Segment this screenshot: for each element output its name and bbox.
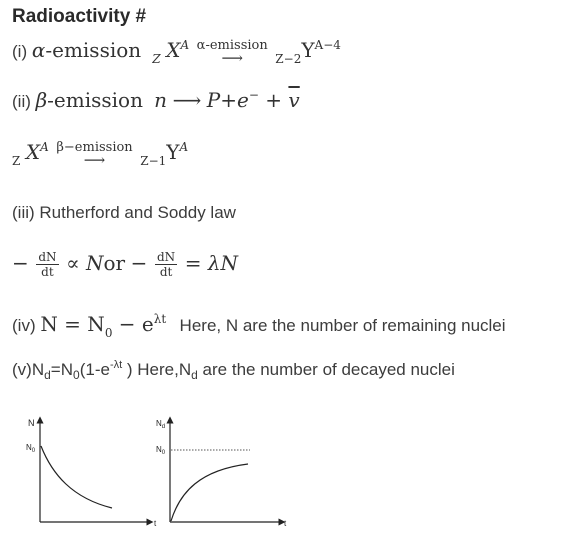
remaining-nuclei-graph [26, 418, 157, 528]
proton-symbol: P [206, 88, 221, 112]
electron-charge: − [248, 88, 259, 102]
fraction-dn-dt [36, 250, 58, 279]
neutron-symbol: n [154, 88, 167, 112]
alpha-parent-a: A [180, 38, 190, 52]
n-symbol: N [220, 250, 239, 275]
n0-n: N [26, 443, 32, 452]
law4-label: (iv) [12, 316, 41, 335]
beta-word: -emission [47, 88, 143, 112]
law5-sub-d: d [44, 368, 51, 382]
law4-exponent: λt [153, 312, 167, 326]
antineutrino-symbol: $\overline{v}$ [288, 88, 300, 112]
n0-label [156, 445, 166, 456]
arrow-icon: ⟶ [172, 88, 202, 112]
decay-curve [41, 446, 112, 508]
rate-law-equation [12, 250, 238, 279]
page-title: Radioactivity # [12, 6, 147, 27]
lambda-symbol: λ [207, 250, 221, 275]
equals-sign: = [184, 250, 208, 275]
alpha-arrow-label: α-emission [196, 38, 268, 54]
law4-description: Here, N are the number of remaining nuclei [179, 316, 506, 335]
growth-curve [171, 464, 248, 521]
arrow-icon: ⟶ [221, 49, 243, 68]
arrow-icon: ⟶ [83, 151, 106, 170]
y-axis-label: N [28, 418, 35, 428]
fraction-numerator: dN [38, 250, 57, 264]
nd-sub: d [161, 424, 166, 430]
n0-sub: 0 [161, 450, 166, 456]
remaining-nuclei-line [12, 312, 506, 340]
n-symbol: N [85, 250, 104, 275]
law5-sub-0: 0 [73, 368, 80, 382]
fraction-denominator: dt [159, 265, 173, 279]
n0-sub: 0 [31, 448, 36, 454]
fraction-dn-dt [155, 250, 177, 279]
proportional-sign: ∝ [66, 250, 86, 275]
beta-parent-a: A [40, 140, 49, 154]
fraction-numerator: dN [156, 250, 176, 264]
alpha-emission-line [12, 38, 341, 68]
law5-prefix: (v)N [12, 360, 45, 379]
plus-sign: + [220, 88, 238, 112]
law5-open: (1-e [79, 360, 110, 379]
law5-exponent: -λt [109, 359, 123, 371]
minus-sign: − [12, 250, 29, 275]
beta-arrow [56, 140, 133, 170]
n0-label [26, 443, 36, 454]
alpha-parent-z: Z [152, 52, 161, 66]
law5-eq: =N [50, 360, 74, 379]
decay-graphs [20, 412, 300, 542]
beta-decay-equation [12, 140, 189, 170]
beta-daughter-z: Z−1 [140, 154, 167, 168]
beta-symbol: β [35, 88, 48, 112]
beta-label: (ii) [12, 92, 36, 111]
alpha-daughter-a: A−4 [314, 38, 341, 52]
electron-symbol: e [237, 88, 249, 112]
alpha-parent-x: X [166, 38, 181, 62]
rutherford-soddy-heading: (iii) Rutherford and Soddy law [12, 203, 236, 222]
beta-parent-z: Z [12, 154, 21, 168]
x-axis-label: t [154, 519, 157, 528]
x-axis-label: t [284, 519, 287, 528]
law4-subscript: 0 [104, 326, 113, 340]
law5-close: ) Here,N [122, 360, 192, 379]
nd-label [156, 419, 165, 430]
law5-tail: are the number of decayed nuclei [197, 360, 455, 379]
law5-sub-d: d [191, 368, 198, 382]
alpha-symbol: α [31, 38, 46, 62]
beta-daughter-a: A [179, 140, 189, 154]
alpha-arrow [196, 38, 268, 68]
law4-lhs: N = N [40, 312, 105, 336]
law4-rest: − e [112, 312, 154, 336]
nd-n: N [156, 419, 162, 428]
n0-n: N [156, 445, 162, 454]
beta-daughter-y: Y [166, 140, 180, 164]
alpha-word: -emission [45, 38, 142, 62]
decayed-nuclei-graph [156, 419, 287, 528]
alpha-daughter-y: Y [301, 38, 315, 62]
beta-parent-x: X [25, 140, 41, 164]
minus-sign: − [130, 250, 148, 275]
fraction-denominator: dt [41, 265, 54, 279]
decayed-nuclei-line [12, 360, 455, 380]
beta-arrow-label: β−emission [56, 140, 133, 156]
plus-sign: + [258, 88, 289, 112]
alpha-daughter-z: Z−2 [275, 52, 302, 66]
alpha-label: (i) [12, 42, 32, 61]
or-word: or [103, 250, 126, 275]
beta-emission-line [12, 88, 300, 113]
